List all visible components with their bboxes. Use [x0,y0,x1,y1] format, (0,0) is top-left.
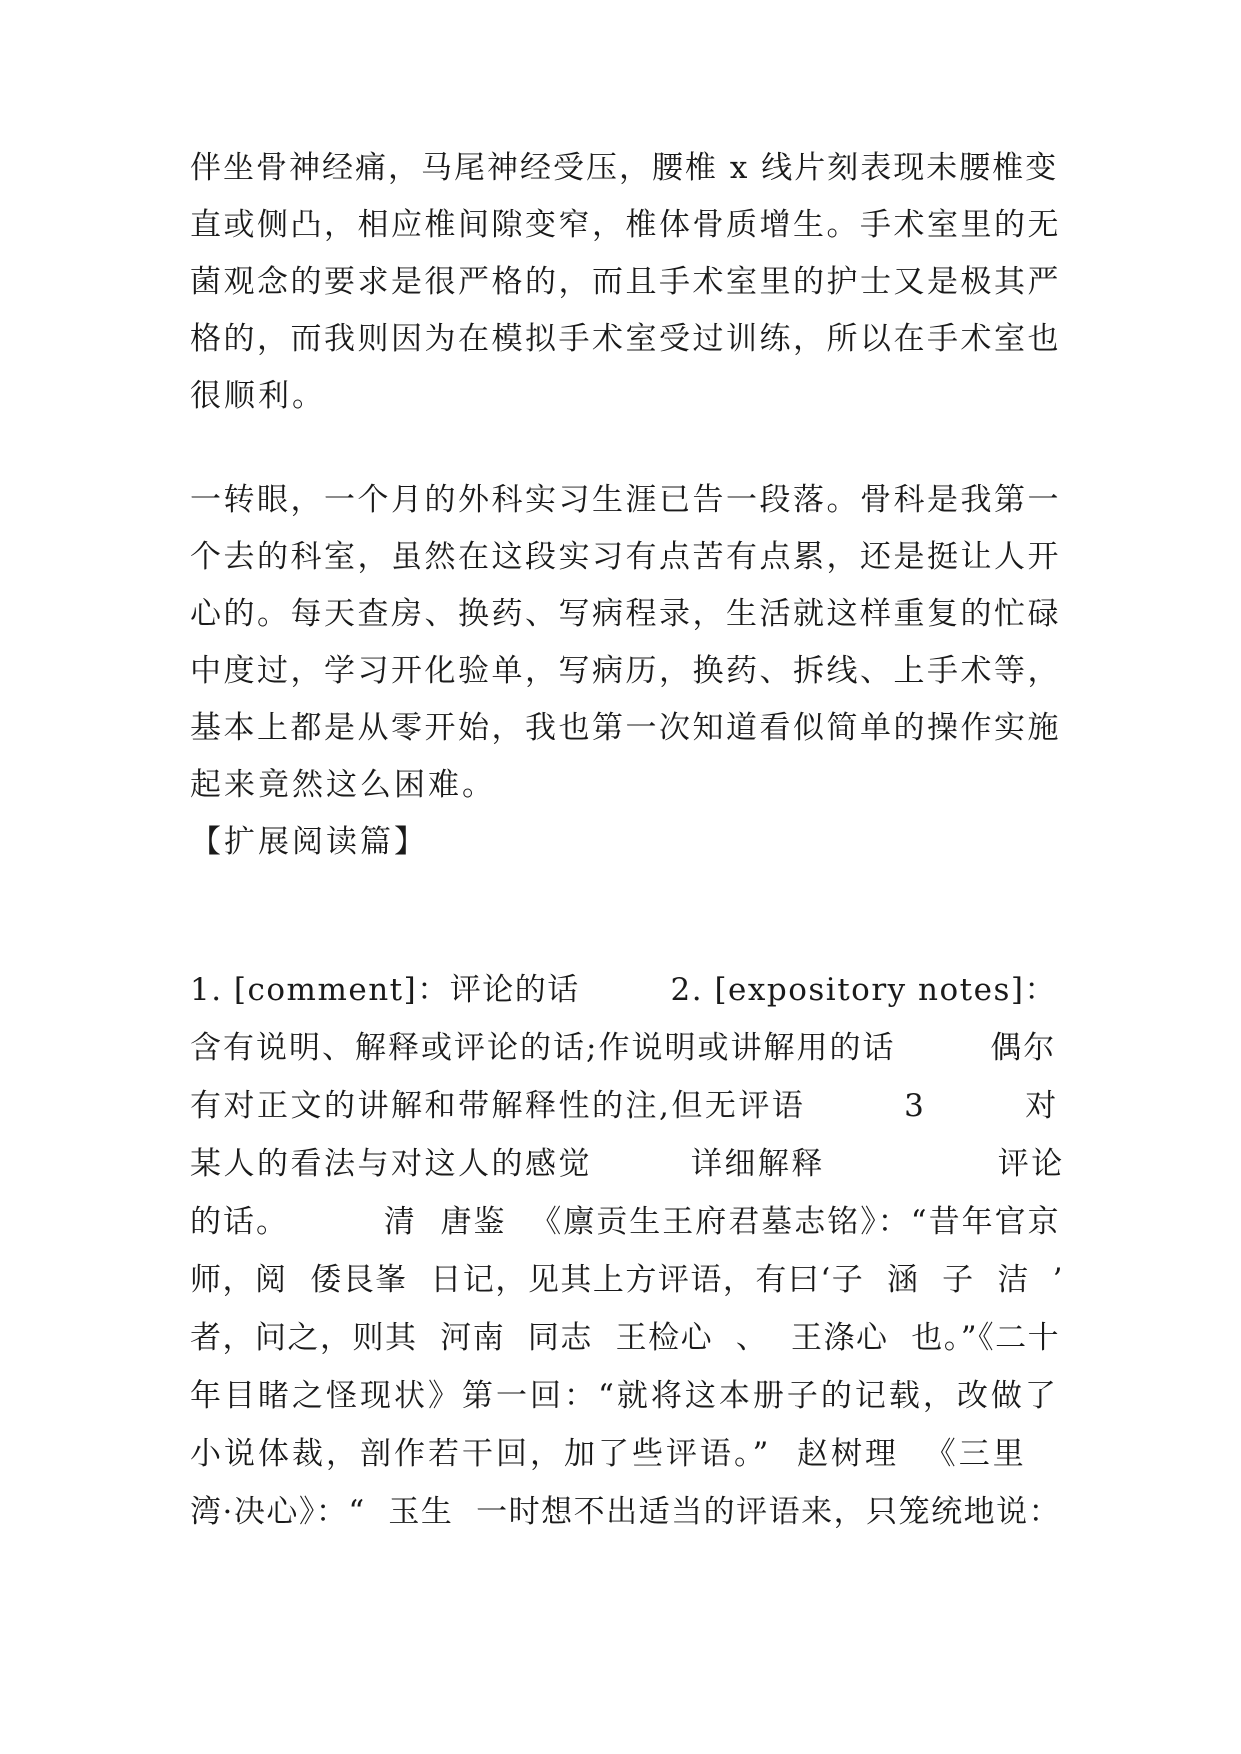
text-line: 起来竟然这么困难。 [190,767,496,803]
text-line: 很顺利。 [190,378,326,414]
text-line: 的话。 清 唐鉴 《廪贡生王府君墓志铭》：“昔年官京 [190,1204,1061,1240]
text-line: 格的，而我则因为在模拟手术室受过训练，所以在手术室也 [190,321,1061,357]
text-line: 直或侧凸，相应椎间隙变窄，椎体骨质增生。手术室里的无 [190,207,1061,243]
text-line: 一转眼，一个月的外科实习生涯已告一段落。骨科是我第一 [190,482,1061,518]
text-line: 某人的看法与对这人的感觉 详细解释 评论 [190,1146,1065,1182]
text-line: 基本上都是从零开始，我也第一次知道看似简单的操作实施 [190,710,1061,746]
text-line: 个去的科室，虽然在这段实习有点苦有点累，还是挺让人开 [190,539,1061,575]
text-line: 小说体裁，剖作若干回，加了些评语。” 赵树理 《三里 [190,1436,1027,1472]
text-line: 年目睹之怪现状》第一回：“就将这本册子的记载，改做了 [190,1378,1059,1414]
text-line: 中度过，学习开化验单，写病历，换药、拆线、上手术等， [190,653,1061,689]
text-line: 伴坐骨神经痛，马尾神经受压，腰椎 x 线片刻表现未腰椎变 [190,150,1059,186]
text-line: 者，问之，则其 河南 同志 王检心 、 王涤心 也。”《二十 [190,1320,1061,1356]
text-line: 心的。每天查房、换药、写病程录，生活就这样重复的忙碌 [190,596,1061,632]
text-line: 湾·决心》：“ 玉生 一时想不出适当的评语来，只笼统地说： [190,1494,1062,1530]
text-line: 菌观念的要求是很严格的，而且手术室里的护士又是极其严 [190,264,1061,300]
section-heading: 【扩展阅读篇】 [190,824,428,860]
text-line: 含有说明、解释或评论的话;作说明或讲解用的话 偶尔 [190,1030,1057,1066]
text-line: 1. [comment]：评论的话 2. [expository notes]： [190,972,1057,1008]
text-line: 有对正文的讲解和带解释性的注,但无评语 3 对 [190,1088,1059,1124]
text-line: 师，阅 倭艮峯 日记，见其上方评语，有曰‘子 涵 子 洁 ’ [190,1262,1064,1298]
